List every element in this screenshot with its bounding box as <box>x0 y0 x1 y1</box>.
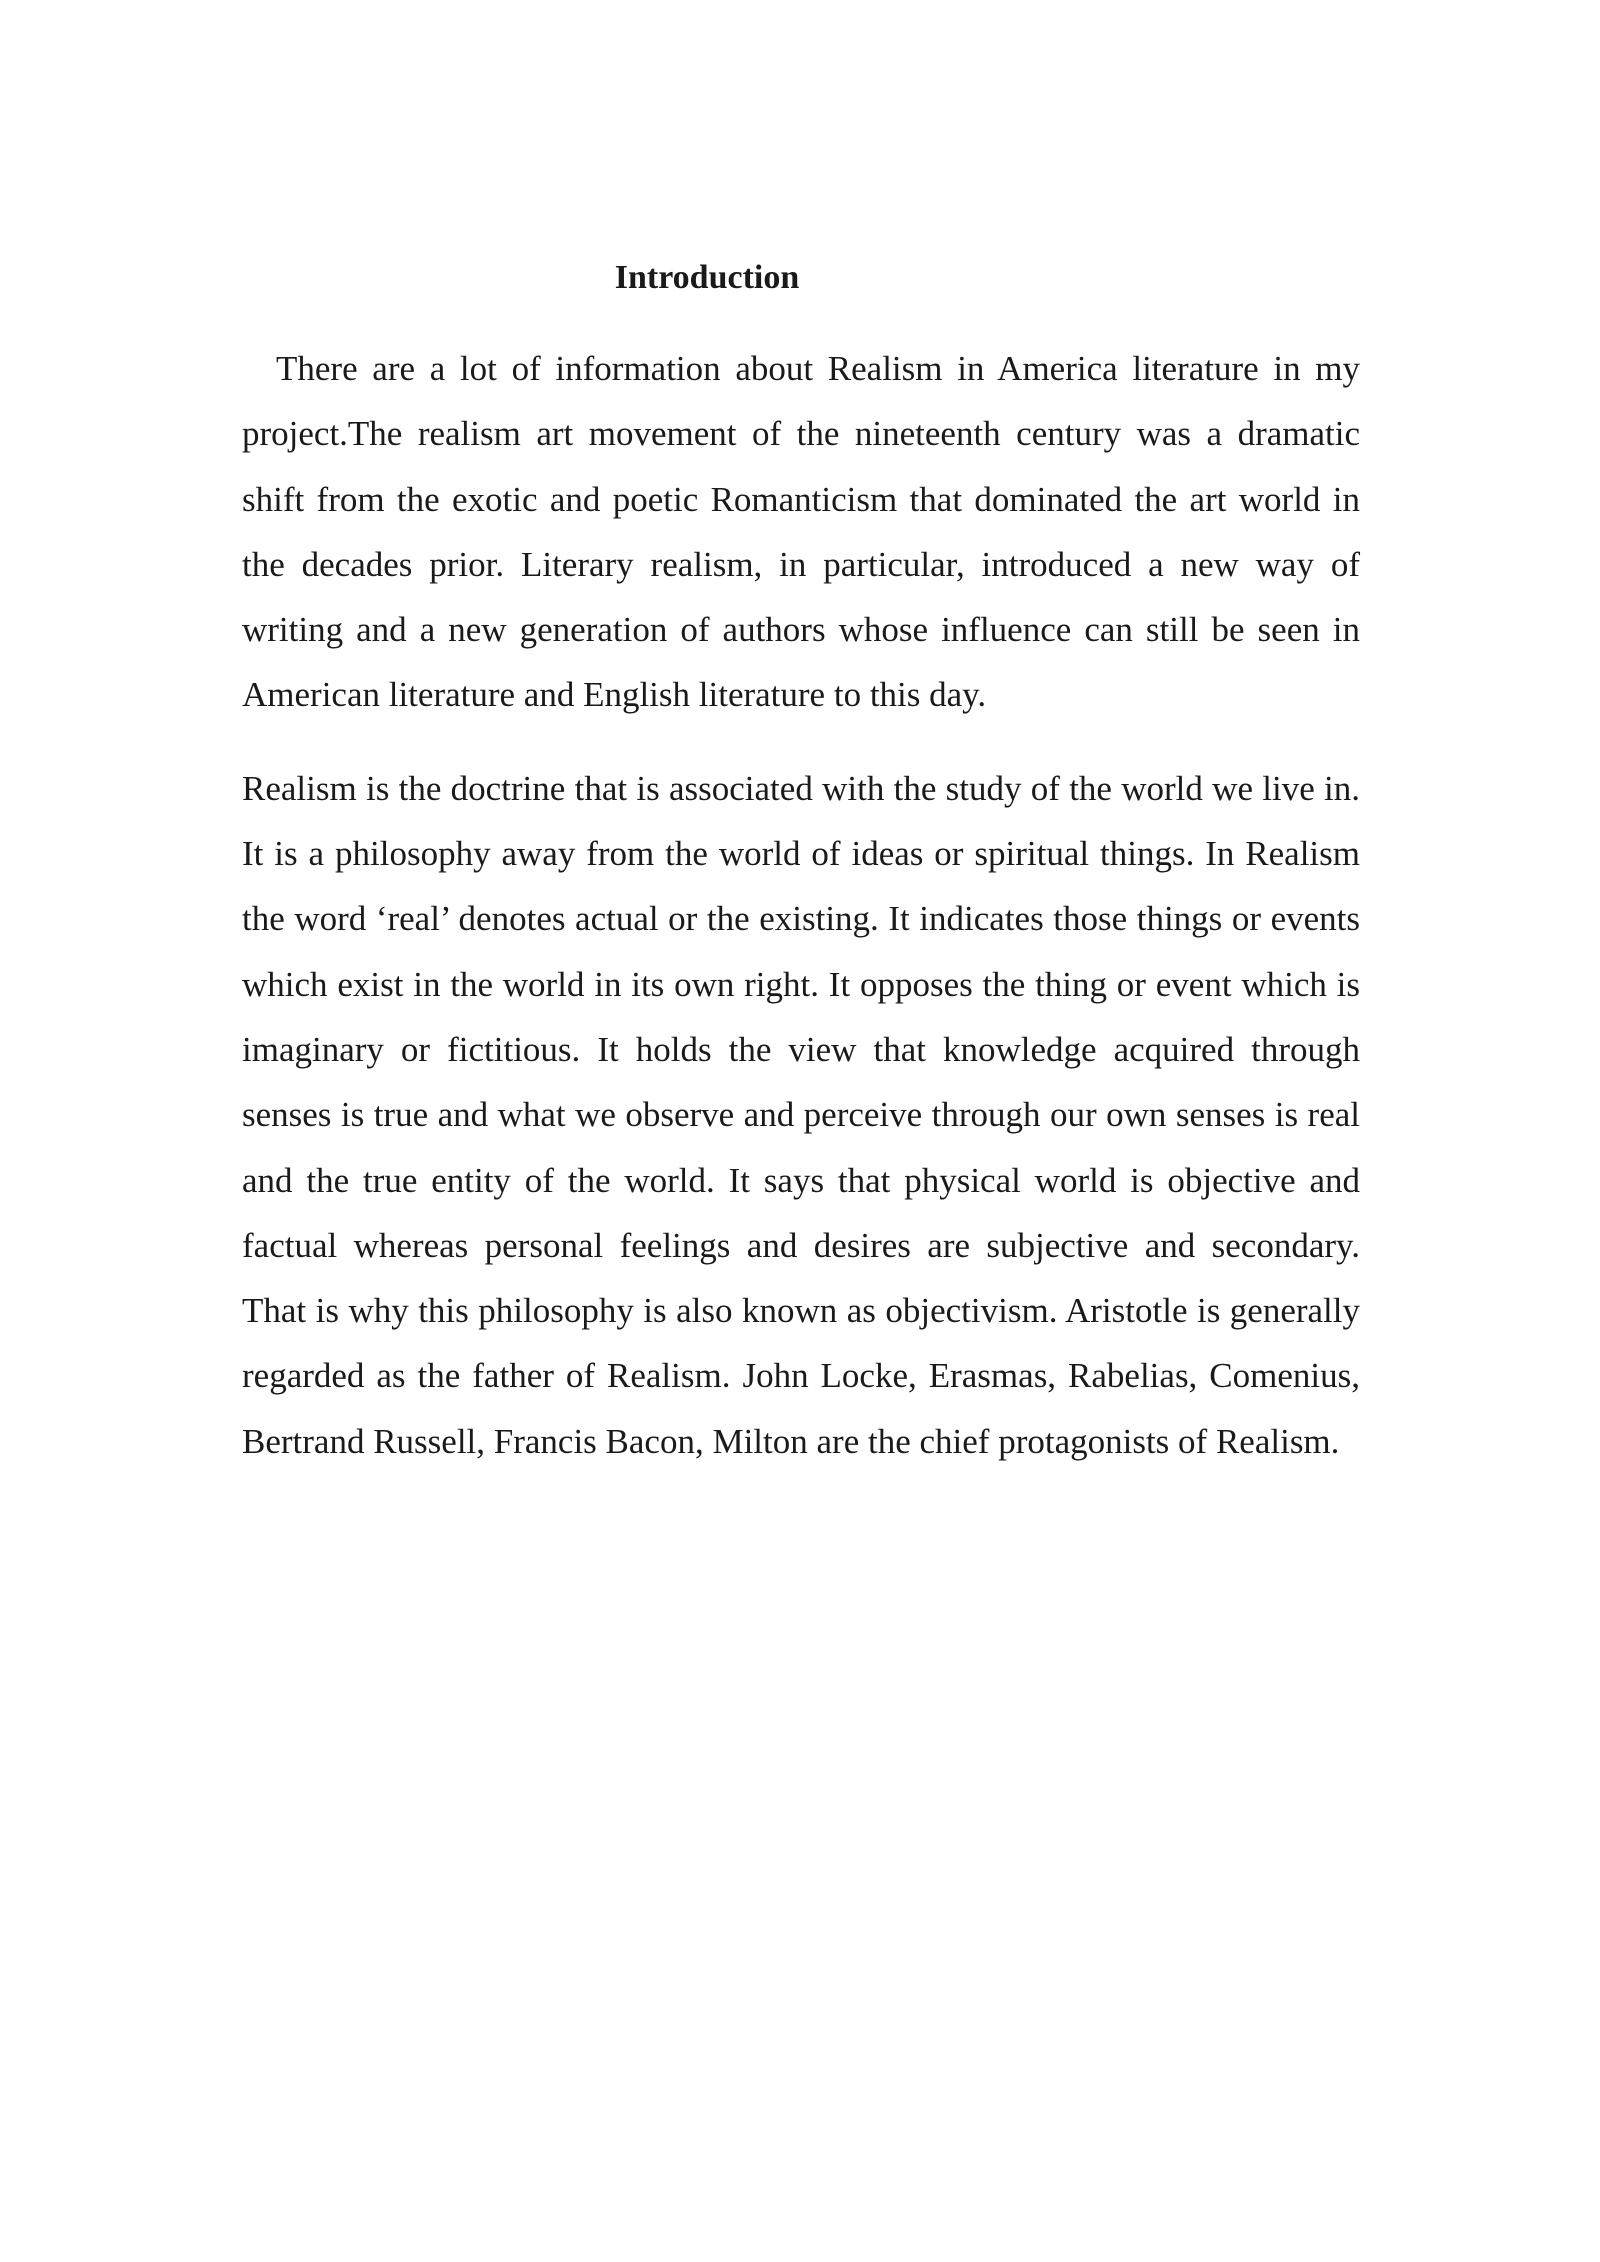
paragraph-introduction: There are a lot of information about Realism in America literature in my project.The realism art movement of the nineteenth century was a dramatic shift from the exotic and poetic Romanticism that dominated the art world in the decades prior. Literary realism, in particular, introduced a new way of writing and a new generation of authors whose influence can still be seen in American literature and English literature to this day. <box>242 349 1360 715</box>
paragraph-realism-doctrine: Realism is the doctrine that is associated with the study of the world we live in. It is a philosophy away from the world of ideas or spiritual things. In Realism the word ‘real’ denotes actual or the existing. It indicates those things or events which exist in the world in its own right. It opposes the thing or event which is imaginary or fictitious. It holds the view that knowledge acquired through senses is true and what we observe and perceive through our own senses is real and the true entity of the world. It says that physical world is objective and factual whereas personal feelings and desires are subjective and secondary. That is why this philosophy is also known as objectivism. Aristotle is generally regarded as the father of Realism. John Locke, Erasmas, Rabelias, Comenius, Bertrand Russell, Francis Bacon, Milton are the chief protagonists of Realism. <box>242 768 1360 1461</box>
page-title: Introduction <box>614 259 800 296</box>
document-body <box>242 248 1360 1474</box>
